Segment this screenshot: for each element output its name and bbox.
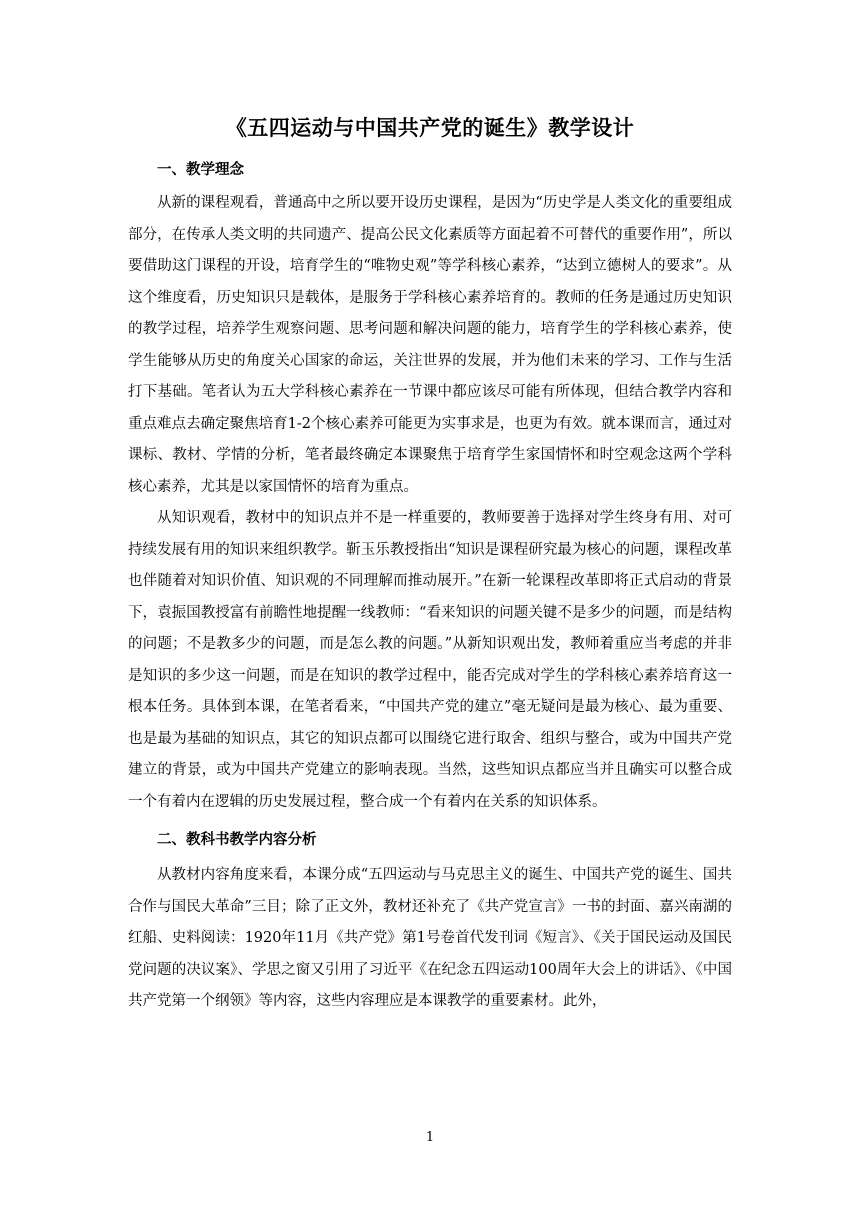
section-heading-teaching-philosophy: 一、教学理念 [157,162,244,178]
document-title: 《五四运动与中国共产党的诞生》教学设计 [225,116,635,140]
document-body [128,152,732,1018]
section-heading-textbook-analysis: 二、教科书教学内容分析 [157,832,317,848]
paragraph-textbook-content: 从教材内容角度来看，本课分成“五四运动与马克思主义的诞生、中国共产党的诞生、国共合作与国民大革命”三目；除了正文外，教材还补充了《共产党宣言》一书的封面、嘉兴南湖的红船、史料阅读：1920年11月《共产党》第1号卷首代发刊词《短言》、《关于国民运动及国民党问题的决议案》、学思之窗又引用了习近平《在纪念五四运动100周年大会上的讲话》、《中国共产党第一个纲领》等内容，这些内容理应是本课教学的重要素材。此外， [128,867,732,1009]
page-number: 1 [425,1130,435,1145]
paragraph-knowledge-view: 从知识观看，教材中的知识点并不是一样重要的，教师要善于选择对学生终身有用、对可持续发展有用的知识来组织教学。靳玉乐教授指出“知识是课程研究最为核心的问题，课程改革也伴随着对知识价值、知识观的不同理解而推动展开。”在新一轮课程改革即将正式启动的背景下，袁振国教授富有前瞻性地提醒一线教师：“看来知识的问题关键不是多少的问题，而是结构的问题；不是教多少的问题，而是怎么教的问题。”从新知识观出发，教师着重应当考虑的并非是知识的多少这一问题，而是在知识的教学过程中，能否完成对学生的学科核心素养培育这一根本任务。具体到本课，在笔者看来，“中国共产党的建立”毫无疑问是最为核心、最为重要、也是最为基础的知识点，其它的知识点都可以围绕它进行取舍、组织与整合，或为中国共产党建立的背景，或为中国共产党建立的影响表现。当然，这些知识点都应当并且确实可以整合成一个有着内在逻辑的历史发展过程，整合成一个有着内在关系的知识体系。 [128,510,732,810]
paragraph-curriculum-view: 从新的课程观看，普通高中之所以要开设历史课程，是因为“历史学是人类文化的重要组成部分，在传承人类文明的共同遗产、提高公民文化素质等方面起着不可替代的重要作用”，所以要借助这门课程的开设，培育学生的“唯物史观”等学科核心素养，“达到立德树人的要求”。从这个维度看，历史知识只是载体，是服务于学科核心素养培育的。教师的任务是通过历史知识的教学过程，培养学生观察问题、思考问题和解决问题的能力，培育学生的学科核心素养，使学生能够从历史的角度关心国家的命运，关注世界的发展，并为他们未来的学习、工作与生活打下基础。笔者认为五大学科核心素养在一节课中都应该尽可能有所体现，但结合教学内容和重点难点去确定聚焦培育1-2个核心素养可能更为实事求是，也更为有效。就本课而言，通过对课标、教材、学情的分析，笔者最终确定本课聚焦于培育学生家国情怀和时空观念这两个学科核心素养，尤其是以家国情怀的培育为重点。 [128,195,732,495]
